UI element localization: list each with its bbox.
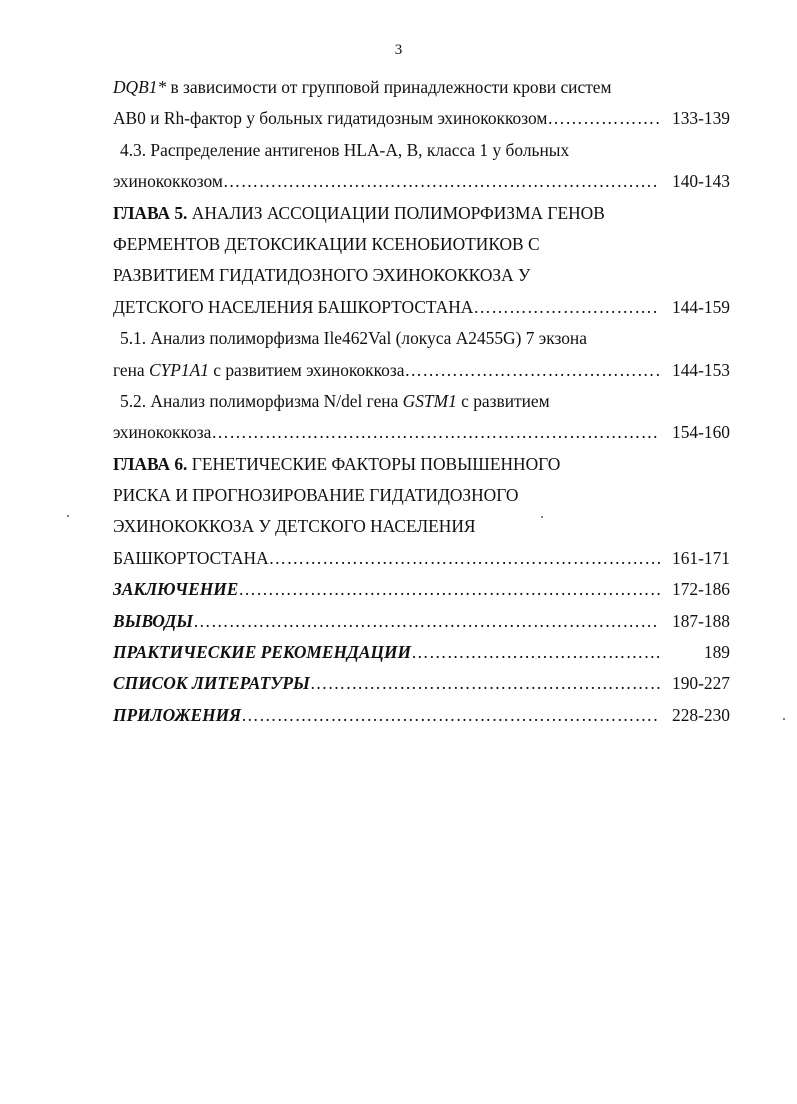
- toc-text-segment: эхинококкозом: [113, 171, 223, 192]
- toc-entry-title: [113, 516, 476, 536]
- toc-leader-dots: [310, 668, 660, 699]
- toc-page-range: 187-188: [672, 610, 730, 631]
- toc-entry: [113, 668, 730, 699]
- toc-entry-title: [113, 543, 269, 574]
- toc-text-segment: ВЫВОДЫ: [113, 610, 194, 631]
- toc-text-segment: ПРИЛОЖЕНИЯ: [113, 704, 242, 725]
- toc-leader-dots: [473, 292, 660, 323]
- toc-text-segment: 5.1. Анализ полиморфизма Ile462Val (локуса A2455G) 7 экзона: [120, 328, 587, 349]
- toc-entry: [113, 417, 730, 448]
- toc-page-range: 161-171: [672, 547, 730, 568]
- toc-text-segment: ГЛАВА 6.: [113, 453, 188, 474]
- toc-entry-title: [113, 700, 241, 731]
- toc-entry-title: [113, 454, 560, 474]
- toc-page-range: 140-143: [672, 171, 730, 192]
- toc-entry: [113, 543, 730, 574]
- toc-text-segment: РИСКА И ПРОГНОЗИРОВАНИЕ ГИДАТИДОЗНОГО: [113, 485, 519, 506]
- toc-entry-title: [113, 103, 547, 134]
- toc-entry: [113, 637, 730, 668]
- toc-line: [113, 260, 730, 291]
- toc-entry: [113, 355, 730, 386]
- toc-entry-title: [113, 265, 530, 285]
- toc-text-segment: ЗАКЛЮЧЕНИЕ: [113, 579, 239, 600]
- toc-entry: [113, 574, 730, 605]
- toc-leader-dots: [411, 637, 660, 668]
- toc-page-range: 189: [703, 642, 730, 663]
- toc-entry-title: [120, 140, 569, 160]
- toc-entry: [113, 606, 730, 637]
- toc-entry: [113, 292, 730, 323]
- toc-text-segment: эхинококкоза: [113, 422, 212, 443]
- toc-leader-dots: [404, 355, 660, 386]
- scan-speck: [67, 515, 69, 517]
- toc-text-segment: АНАЛИЗ АССОЦИАЦИИ ПОЛИМОРФИЗМА ГЕНОВ: [187, 202, 605, 223]
- toc-entry-title: [113, 574, 238, 605]
- scan-speck: [541, 516, 543, 518]
- toc-text-segment: AB0 и Rh-фактор у больных гидатидозным эхинококкозом: [113, 108, 548, 129]
- toc-page-range: 144-159: [672, 296, 730, 317]
- toc-line: [113, 323, 730, 354]
- toc-line: [113, 386, 730, 417]
- toc-entry: [113, 166, 730, 197]
- toc-entry-title: [113, 417, 211, 448]
- toc-text-segment: с развитием: [456, 390, 550, 411]
- toc-leader-dots: [269, 543, 660, 574]
- scan-speck: [783, 718, 785, 720]
- table-of-contents: [113, 72, 730, 731]
- toc-entry-title: [113, 77, 612, 97]
- toc-text-segment: DQB1*: [113, 77, 167, 97]
- toc-entry-title: [113, 166, 223, 197]
- toc-page-range: 144-153: [672, 359, 730, 380]
- toc-page-range: 133-139: [672, 108, 730, 129]
- toc-entry-title: [113, 355, 404, 386]
- toc-entry: [113, 103, 730, 134]
- toc-text-segment: БАШКОРТОСТАНА: [113, 547, 269, 568]
- toc-line: [113, 480, 730, 511]
- toc-text-segment: ГЕНЕТИЧЕСКИЕ ФАКТОРЫ ПОВЫШЕННОГО: [187, 453, 561, 474]
- toc-text-segment: 5.2. Анализ полиморфизма N/del гена: [120, 390, 403, 411]
- toc-entry-title: [120, 391, 550, 411]
- toc-entry-title: [113, 292, 473, 323]
- toc-entry-title: [113, 606, 193, 637]
- toc-line: [113, 511, 730, 542]
- toc-line: [113, 198, 730, 229]
- toc-page-range: 154-160: [672, 422, 730, 443]
- toc-text-segment: в зависимости от групповой принадлежности крови систем: [166, 77, 612, 97]
- toc-text-segment: 4.3. Распределение антигенов HLA-A, B, класса 1 у больных: [120, 139, 570, 160]
- toc-entry: [113, 700, 730, 731]
- toc-text-segment: ГЛАВА 5.: [113, 202, 188, 223]
- toc-line: [113, 229, 730, 260]
- toc-line: [113, 449, 730, 480]
- toc-line: [113, 72, 730, 103]
- toc-text-segment: с развитием эхинококкоза: [208, 359, 405, 380]
- toc-entry-title: [113, 485, 518, 505]
- toc-text-segment: ДЕТСКОГО НАСЕЛЕНИЯ БАШКОРТОСТАНА: [113, 296, 474, 317]
- toc-text-segment: ЭХИНОКОККОЗА У ДЕТСКОГО НАСЕЛЕНИЯ: [113, 516, 476, 537]
- toc-leader-dots: [211, 417, 660, 448]
- toc-page-range: 172-186: [672, 579, 730, 600]
- toc-entry-title: [113, 637, 411, 668]
- toc-text-segment: ФЕРМЕНТОВ ДЕТОКСИКАЦИИ КСЕНОБИОТИКОВ С: [113, 233, 540, 254]
- toc-entry-title: [113, 203, 605, 223]
- toc-text-segment: гена: [113, 359, 149, 380]
- toc-entry-title: [113, 234, 540, 254]
- toc-text-segment: GSTM1: [402, 390, 457, 411]
- toc-line: [113, 135, 730, 166]
- toc-text-segment: ПРАКТИЧЕСКИЕ РЕКОМЕНДАЦИИ: [113, 642, 412, 663]
- toc-entry-title: [120, 328, 587, 348]
- toc-leader-dots: [238, 574, 660, 605]
- toc-page-range: 228-230: [672, 704, 730, 725]
- toc-leader-dots: [547, 103, 660, 134]
- toc-leader-dots: [193, 606, 660, 637]
- toc-text-segment: РАЗВИТИЕМ ГИДАТИДОЗНОГО ЭХИНОКОККОЗА У: [113, 265, 531, 286]
- toc-page-range: 190-227: [672, 673, 730, 694]
- toc-text-segment: CYP1A1: [149, 359, 209, 380]
- toc-leader-dots: [223, 166, 660, 197]
- toc-entry-title: [113, 668, 310, 699]
- page-number: 3: [394, 42, 403, 58]
- toc-leader-dots: [241, 700, 660, 731]
- toc-text-segment: СПИСОК ЛИТЕРАТУРЫ: [113, 673, 310, 694]
